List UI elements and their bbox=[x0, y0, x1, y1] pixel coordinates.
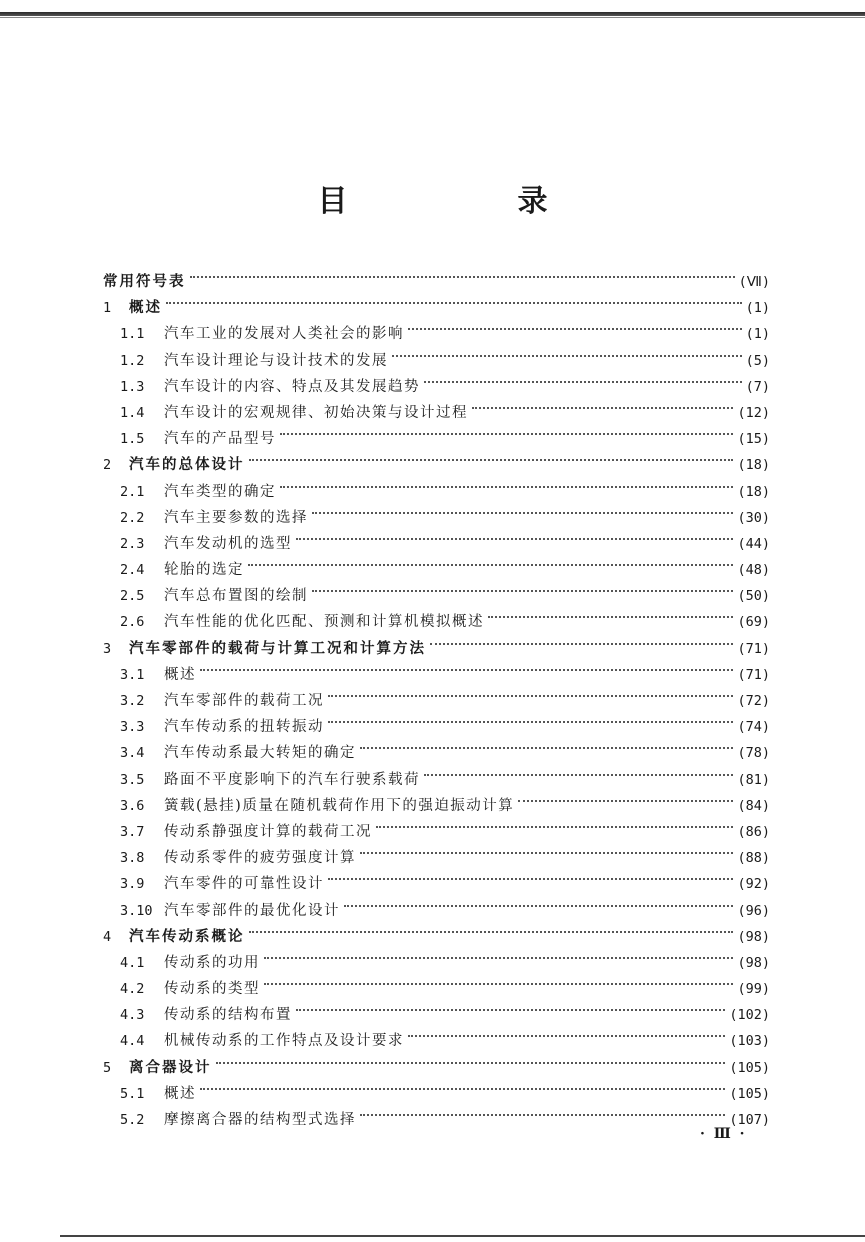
toc-entry-page: (81) bbox=[737, 771, 770, 788]
toc-entry-title: 汽车主要参数的选择 bbox=[164, 509, 308, 526]
dot-leader bbox=[280, 407, 733, 435]
toc-entry-page: (71) bbox=[737, 666, 770, 683]
toc-entry-title: 机械传动系的工作特点及设计要求 bbox=[164, 1033, 404, 1050]
toc-entry-page: (107) bbox=[729, 1112, 770, 1128]
toc-entry-title: 汽车总布置图的绘制 bbox=[164, 588, 308, 605]
toc-entry-title: 汽车零部件的最优化设计 bbox=[164, 902, 340, 919]
toc-entry-number: 3.6 bbox=[120, 797, 145, 814]
toc-entry-page: (5) bbox=[745, 352, 770, 369]
dot-leader bbox=[392, 329, 742, 357]
toc-entry-number: 2.1 bbox=[120, 483, 145, 500]
toc-entry-number: 4 bbox=[103, 928, 112, 945]
toc-entry-title: 传动系的功用 bbox=[164, 954, 260, 971]
toc-entry-title: 汽车零部件的载荷工况 bbox=[164, 693, 324, 709]
dot-leader bbox=[296, 983, 725, 1011]
toc-entry-title: 概述 bbox=[164, 1085, 196, 1102]
dot-leader bbox=[296, 512, 733, 540]
toc-entry-title: 汽车传动系的扭转振动 bbox=[164, 719, 324, 736]
dot-leader bbox=[328, 695, 733, 723]
toc-entry-page: (69) bbox=[737, 614, 770, 631]
toc-entry-number: 2.3 bbox=[120, 535, 145, 552]
toc-entry-page: (7) bbox=[745, 378, 770, 395]
toc-entry-number: 4.3 bbox=[120, 1007, 145, 1024]
dot-leader bbox=[424, 748, 733, 776]
toc-entry-title: 离合器设计 bbox=[129, 1058, 212, 1076]
dot-leader bbox=[376, 800, 733, 828]
dot-leader bbox=[264, 957, 733, 985]
dot-leader bbox=[328, 852, 733, 880]
dot-leader bbox=[360, 826, 733, 854]
page-title: 目 录 bbox=[317, 184, 618, 219]
toc-entry-title: 汽车设计的宏观规律、初始决策与设计过程 bbox=[164, 404, 468, 421]
toc-entry-title: 路面不平度影响下的汽车行驶系载荷 bbox=[164, 771, 420, 788]
toc-entry-page: (99) bbox=[737, 981, 770, 998]
dot-leader bbox=[360, 1088, 725, 1116]
toc-entry-number: 1 bbox=[103, 300, 112, 317]
toc-entry-page: (105) bbox=[729, 1085, 770, 1102]
toc-entry-title: 簧载(悬挂)质量在随机载荷作用下的强迫振动计算 bbox=[164, 797, 515, 814]
toc-entry-page: (72) bbox=[737, 693, 770, 709]
toc-entry-page: (98) bbox=[737, 954, 770, 971]
toc-entry-page: (50) bbox=[737, 588, 770, 605]
dot-leader bbox=[518, 774, 733, 802]
toc-entry-page: (Ⅶ) bbox=[738, 274, 770, 290]
toc-entry-number: 3.7 bbox=[120, 823, 145, 840]
toc-entry-title: 汽车零部件的载荷与计算工况和计算方法 bbox=[129, 639, 426, 657]
dot-leader bbox=[408, 1009, 725, 1037]
toc-entry-title: 汽车设计的内容、特点及其发展趋势 bbox=[164, 378, 420, 395]
dot-leader bbox=[200, 643, 733, 671]
toc-entry-title: 概述 bbox=[164, 666, 196, 683]
toc-entry-title: 汽车的总体设计 bbox=[129, 456, 245, 474]
toc-entry-title: 传动系的结构布置 bbox=[164, 1007, 292, 1024]
toc-entry-number: 3.10 bbox=[120, 902, 153, 919]
toc-entry-number: 1.4 bbox=[120, 404, 145, 421]
toc-entry-page: (30) bbox=[737, 509, 770, 526]
table-of-contents bbox=[103, 258, 770, 1128]
toc-entry-page: (96) bbox=[737, 902, 770, 919]
dot-leader bbox=[424, 355, 742, 383]
toc-entry-page: (18) bbox=[737, 483, 770, 500]
dot-leader bbox=[430, 617, 733, 645]
toc-entry-number: 1.5 bbox=[120, 431, 145, 448]
toc-entry-number: 5.1 bbox=[120, 1085, 145, 1102]
dot-leader bbox=[166, 276, 742, 304]
toc-entry-page: (102) bbox=[729, 1007, 770, 1024]
toc-entry-number: 4.4 bbox=[120, 1033, 145, 1050]
toc-entry-number: 3.1 bbox=[120, 666, 145, 683]
dot-leader bbox=[312, 564, 733, 592]
toc-entry-page: (44) bbox=[737, 535, 770, 552]
dot-leader bbox=[200, 1062, 725, 1090]
toc-entry-title: 汽车性能的优化匹配、预测和计算机模拟概述 bbox=[164, 614, 484, 631]
toc-entry-number: 3.4 bbox=[120, 745, 145, 762]
toc-entry-page: (88) bbox=[737, 850, 770, 867]
dot-leader bbox=[312, 486, 733, 514]
toc-entry-page: (48) bbox=[737, 562, 770, 579]
toc-entry-title: 汽车的产品型号 bbox=[164, 431, 276, 448]
dot-leader bbox=[249, 433, 734, 461]
toc-entry-number: 2.2 bbox=[120, 509, 145, 526]
toc-section-entry bbox=[103, 1096, 770, 1128]
toc-entry-page: (18) bbox=[737, 457, 770, 474]
toc-entry-title: 概述 bbox=[129, 299, 162, 317]
dot-leader bbox=[408, 302, 742, 330]
toc-entry-title: 汽车设计理论与设计技术的发展 bbox=[164, 352, 388, 369]
toc-entry-number: 1.1 bbox=[120, 326, 145, 343]
toc-entry-number: 3.8 bbox=[120, 850, 145, 867]
toc-entry-title: 汽车传动系概论 bbox=[129, 927, 245, 945]
dot-leader bbox=[248, 538, 733, 566]
toc-entry-number: 5 bbox=[103, 1059, 112, 1076]
toc-entry-number: 4.2 bbox=[120, 981, 145, 998]
toc-entry-number: 3.3 bbox=[120, 719, 145, 736]
toc-entry-number: 5.2 bbox=[120, 1112, 145, 1128]
dot-leader bbox=[280, 460, 733, 488]
dot-leader bbox=[472, 381, 733, 409]
toc-entry-number: 3.9 bbox=[120, 876, 145, 893]
toc-entry-title: 汽车类型的确定 bbox=[164, 483, 276, 500]
scan-border-top-thin bbox=[0, 17, 865, 18]
dot-leader bbox=[344, 879, 733, 907]
scan-border-top bbox=[0, 12, 865, 16]
toc-entry-title: 汽车零件的可靠性设计 bbox=[164, 876, 324, 893]
toc-entry-page: (1) bbox=[745, 300, 770, 317]
toc-entry-title: 传动系的类型 bbox=[164, 981, 260, 998]
toc-entry-page: (103) bbox=[729, 1033, 770, 1050]
toc-entry-number: 1.2 bbox=[120, 352, 145, 369]
toc-entry-title: 汽车传动系最大转矩的确定 bbox=[164, 745, 356, 762]
toc-entry-number: 3 bbox=[103, 640, 112, 657]
dot-leader bbox=[216, 1036, 726, 1064]
scan-border-bottom bbox=[60, 1235, 865, 1237]
toc-entry-page: (1) bbox=[745, 326, 770, 343]
toc-entry-page: (98) bbox=[737, 928, 770, 945]
toc-entry-title: 摩擦离合器的结构型式选择 bbox=[164, 1112, 356, 1128]
toc-entry-page: (74) bbox=[737, 719, 770, 736]
toc-entry-number: 2.4 bbox=[120, 562, 145, 579]
page-number: · Ⅲ · bbox=[700, 1126, 747, 1142]
dot-leader bbox=[264, 931, 733, 959]
toc-entry-page: (15) bbox=[737, 431, 770, 448]
dot-leader bbox=[249, 905, 734, 933]
toc-entry-page: (105) bbox=[729, 1059, 770, 1076]
toc-entry-page: (12) bbox=[737, 404, 770, 421]
toc-entry-number: 2 bbox=[103, 457, 112, 474]
dot-leader bbox=[488, 590, 733, 618]
toc-entry-number: 3.2 bbox=[120, 693, 145, 709]
toc-entry-title: 常用符号表 bbox=[103, 273, 186, 290]
toc-entry-page: (84) bbox=[737, 797, 770, 814]
dot-leader bbox=[328, 669, 733, 697]
toc-entry-title: 汽车发动机的选型 bbox=[164, 535, 292, 552]
toc-entry-title: 传动系静强度计算的载荷工况 bbox=[164, 823, 372, 840]
toc-entry-title: 传动系零件的疲劳强度计算 bbox=[164, 850, 356, 867]
toc-entry-page: (78) bbox=[737, 745, 770, 762]
toc-entry-page: (86) bbox=[737, 823, 770, 840]
toc-entry-title: 轮胎的选定 bbox=[164, 562, 244, 579]
toc-entry-number: 3.5 bbox=[120, 771, 145, 788]
toc-entry-title: 汽车工业的发展对人类社会的影响 bbox=[164, 326, 404, 343]
dot-leader bbox=[360, 721, 733, 749]
toc-entry-page: (92) bbox=[737, 876, 770, 893]
toc-entry-number: 4.1 bbox=[120, 954, 145, 971]
toc-entry-number: 2.5 bbox=[120, 588, 145, 605]
dot-leader bbox=[190, 250, 735, 278]
toc-entry-number: 2.6 bbox=[120, 614, 145, 631]
toc-entry-page: (71) bbox=[737, 640, 770, 657]
toc-entry-number: 1.3 bbox=[120, 378, 145, 395]
